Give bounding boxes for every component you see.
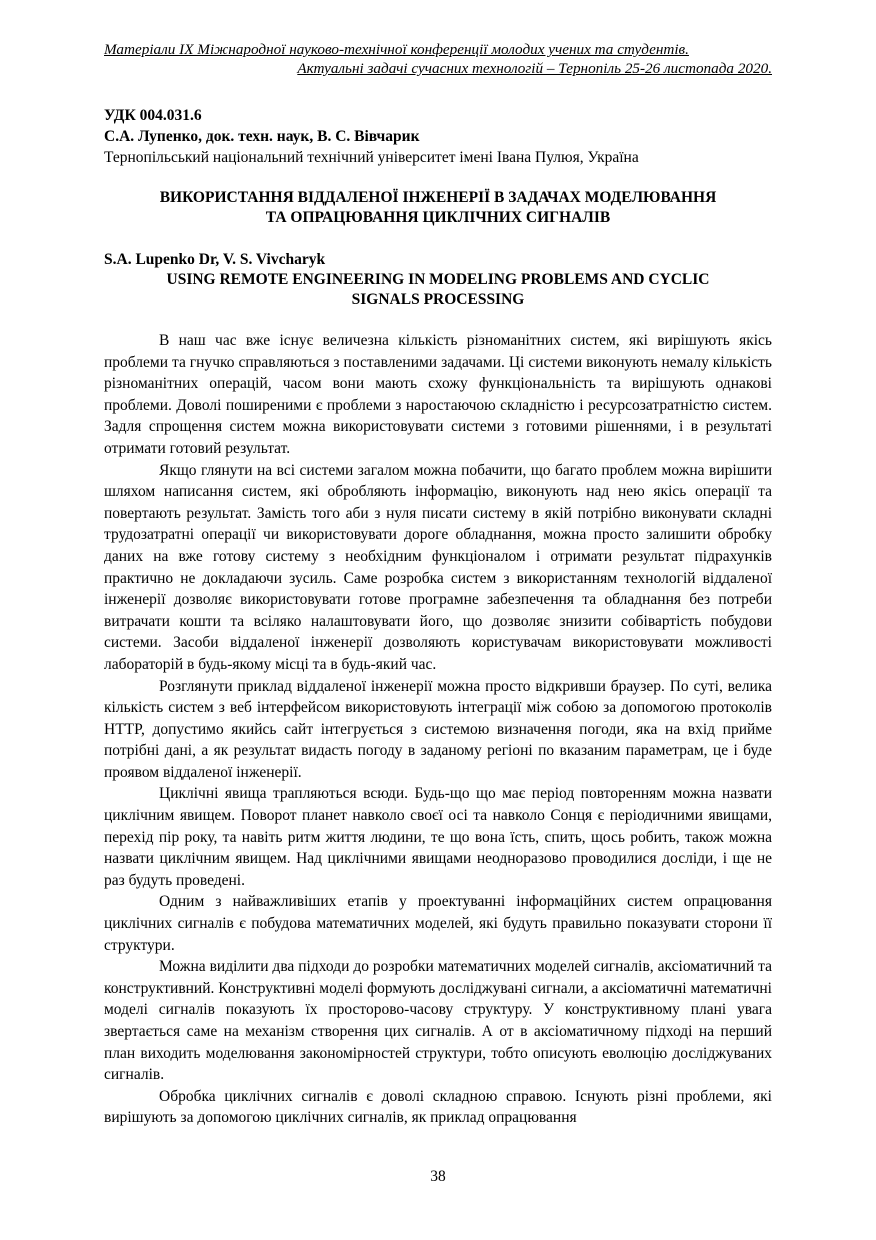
title-en-line-1: USING REMOTE ENGINEERING IN MODELING PROBLEMS AND CYCLIC — [166, 271, 710, 288]
paragraph: Циклічні явища трапляються всюди. Будь-що що має період повторенням можна назвати циклічним явищем. Поворот планет навколо своєї осі та навколо Сонця є періодичними явищами, перехід пір року, та навіть ритм життя людини, те що вона їсть, спить, щось робить, також можна назвати циклічним явищем. Над циклічними явищами неодноразово проводилися досліди, і ще не раз будуть проведені. — [104, 785, 772, 889]
paragraph: В наш час вже існує величезна кількість різноманітних систем, які вирішують якісь проблеми та гнучко справляються з поставленими задачами. Ці системи виконують немалу кількість різноманітних операцій, часом вони мають схожу функціональність та вирішують однакові проблеми. Доволі поширеними є проблеми з наростаючою складністю і ресурсозатратністю систем. Задля спрощення систем можна використовувати системи з готовими рішеннями, і в результаті отримати готовий результат. — [104, 332, 772, 457]
page-number: 38 — [430, 1168, 446, 1185]
body-text — [104, 330, 772, 1129]
header-line-2: Актуальні задачі сучасних технологій – Тернопіль 25-26 листопада 2020. — [297, 60, 772, 77]
paragraph: Обробка циклічних сигналів є доволі складною справою. Існують різні проблеми, які вирішують за допомогою циклічних сигналів, як приклад опрацювання — [104, 1087, 772, 1127]
affiliation: Тернопільський національний технічний університет імені Івана Пулюя, Україна — [104, 149, 639, 166]
title-en — [104, 270, 772, 310]
paragraph: Можна виділити два підходи до розробки математичних моделей сигналів, аксіоматичний та конструктивний. Конструктивні моделі формують досліджувані сигнали, а аксіоматичні математичні моделі сигналів показують їх просторово-часову структуру. У конструктивному плані увага звертається саме на механізм створення цих сигналів. А от в аксіоматичному підході на перший план виходить моделювання закономірностей структури, тобто описують еволюцію досліджуваних сигналів. — [104, 958, 772, 1084]
paragraph: Розглянути приклад віддаленої інженерії можна просто відкривши браузер. По суті, велика кількість систем з веб інтерфейсом використовують інтеграції між собою за допомогою протоколів HTTP, допустимо якийсь сайт інтегрується з системою визначення погоди, яка на вхід прийме потрібні дані, а як результат видасть погоду в заданому регіоні по вказаним параметрам, це і буде проявом віддаленої інженерії. — [104, 677, 772, 781]
title-ua — [104, 188, 772, 228]
authors-ua: С.А. Лупенко, док. техн. наук, В. С. Вівчарик — [104, 128, 420, 145]
udk-code: УДК 004.031.6 — [104, 107, 202, 124]
paper-page — [104, 40, 772, 1129]
title-ua-line-1: ВИКОРИСТАННЯ ВІДДАЛЕНОЇ ІНЖЕНЕРІЇ В ЗАДАЧАХ МОДЕЛЮВАННЯ — [159, 189, 717, 206]
title-ua-line-2: ТА ОПРАЦЮВАННЯ ЦИКЛІЧНИХ СИГНАЛІВ — [265, 209, 611, 226]
paragraph: Якщо глянути на всі системи загалом можна побачити, що багато проблем можна вирішити шляхом написання систем, які обробляють інформацію, виконують над нею якісь операції та повертають результат. Замість того аби з нуля писати систему в якій потрібно виконувати складні трудозатратні операції чи використовувати дороге обладнання, можна просто залишити обробку даних на вже готову систему з необхідним функціоналом і отримати результат підрахунків практично не докладаючи зусиль. Саме розробка систем з використанням технологій віддаленої інженерії дозволяє використовувати готове програмне забезпечення та обладнання без потреби витрачати кошти та всіляко налаштовувати його, що дозволяє знизити собівартість побудови системи. Засоби віддаленої інженерії дозволяють користувачам використовувати можливості лабораторій в будь-якому місці та в будь-який час. — [104, 461, 772, 673]
authors-en: S.A. Lupenko Dr, V. S. Vivcharyk — [104, 251, 326, 268]
header-line-1: Матеріали IX Міжнародної науково-технічної конференції молодих учених та студентів. — [104, 41, 689, 58]
title-en-line-2: SIGNALS PROCESSING — [351, 291, 525, 308]
conference-header — [104, 40, 772, 78]
paragraph: Одним з найважливіших етапів у проектуванні інформаційних систем опрацювання циклічних сигналів є побудова математичних моделей, які будуть правильно показувати сторони її структури. — [104, 893, 772, 954]
